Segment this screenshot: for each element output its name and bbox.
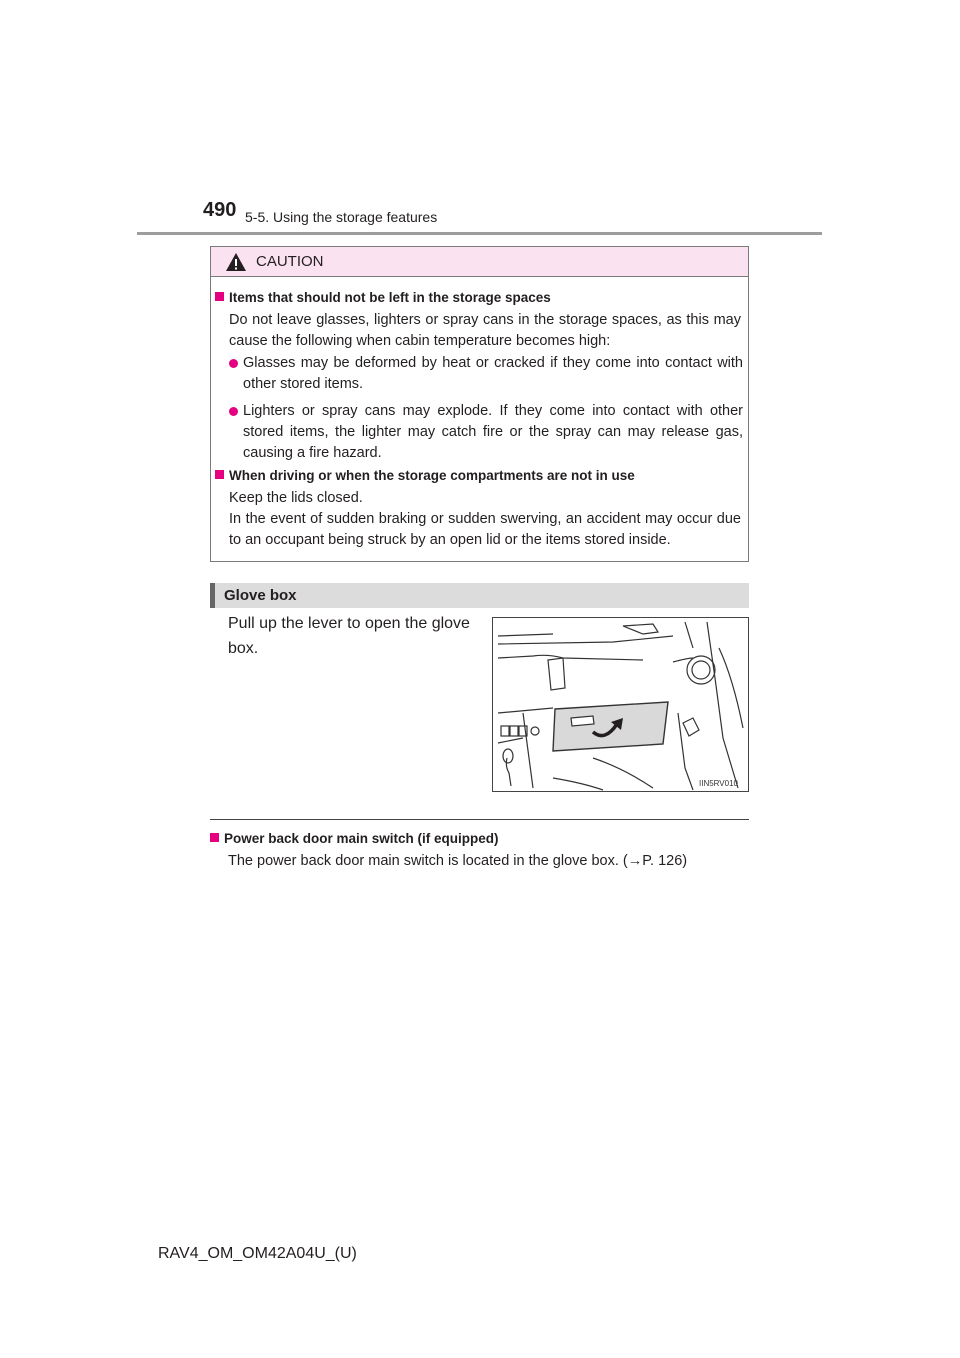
section-heading: Glove box [224, 587, 297, 604]
caution-item-heading: When driving or when the storage compartments are not in use [215, 468, 635, 483]
dashboard-drawing [493, 618, 748, 791]
page-number: 490 [203, 199, 237, 221]
caution-item-heading: Items that should not be left in the storage spaces [215, 290, 551, 305]
warning-triangle-icon [225, 252, 247, 272]
caution-item-text: Do not leave glasses, lighters or spray cans in the storage spaces, as this may cause the following when cabin temperature becomes high: [229, 312, 741, 349]
round-bullet-icon [229, 359, 238, 368]
note-heading: Power back door main switch (if equipped) [210, 831, 499, 846]
header-rule [137, 232, 822, 235]
caution-header [211, 247, 748, 277]
note-text: The power back door main switch is located in the glove box. (→P. 126) [228, 853, 688, 869]
caution-bullet: Glasses may be deformed by heat or cracked if they come into contact with other stored items. [229, 353, 743, 395]
doc-code: RAV4_OM_OM42A04U_(U) [158, 1245, 357, 1262]
caution-box [210, 246, 749, 562]
illustration-code: IIN5RV010 [699, 779, 738, 788]
section-title: 5-5. Using the storage features [245, 209, 438, 225]
square-bullet-icon [215, 470, 224, 479]
instruction-text: Pull up the lever to open the glove box. [228, 615, 470, 657]
round-bullet-icon [229, 407, 238, 416]
square-bullet-icon [210, 833, 219, 842]
caution-item-text: Keep the lids closed. [229, 490, 363, 506]
divider [210, 819, 749, 820]
section-heading-bar [210, 583, 749, 608]
square-bullet-icon [215, 292, 224, 301]
caution-item-text: In the event of sudden braking or sudden swerving, an accident may occur due to an occupant being struck by an open lid or the items stored inside. [229, 511, 741, 548]
caution-title: CAUTION [256, 253, 324, 270]
caution-bullet: Lighters or spray cans may explode. If they come into contact with other stored items, the lighter may catch fire or the spray can may release gas, causing a fire hazard. [229, 401, 743, 464]
glove-box-illustration [492, 617, 749, 792]
